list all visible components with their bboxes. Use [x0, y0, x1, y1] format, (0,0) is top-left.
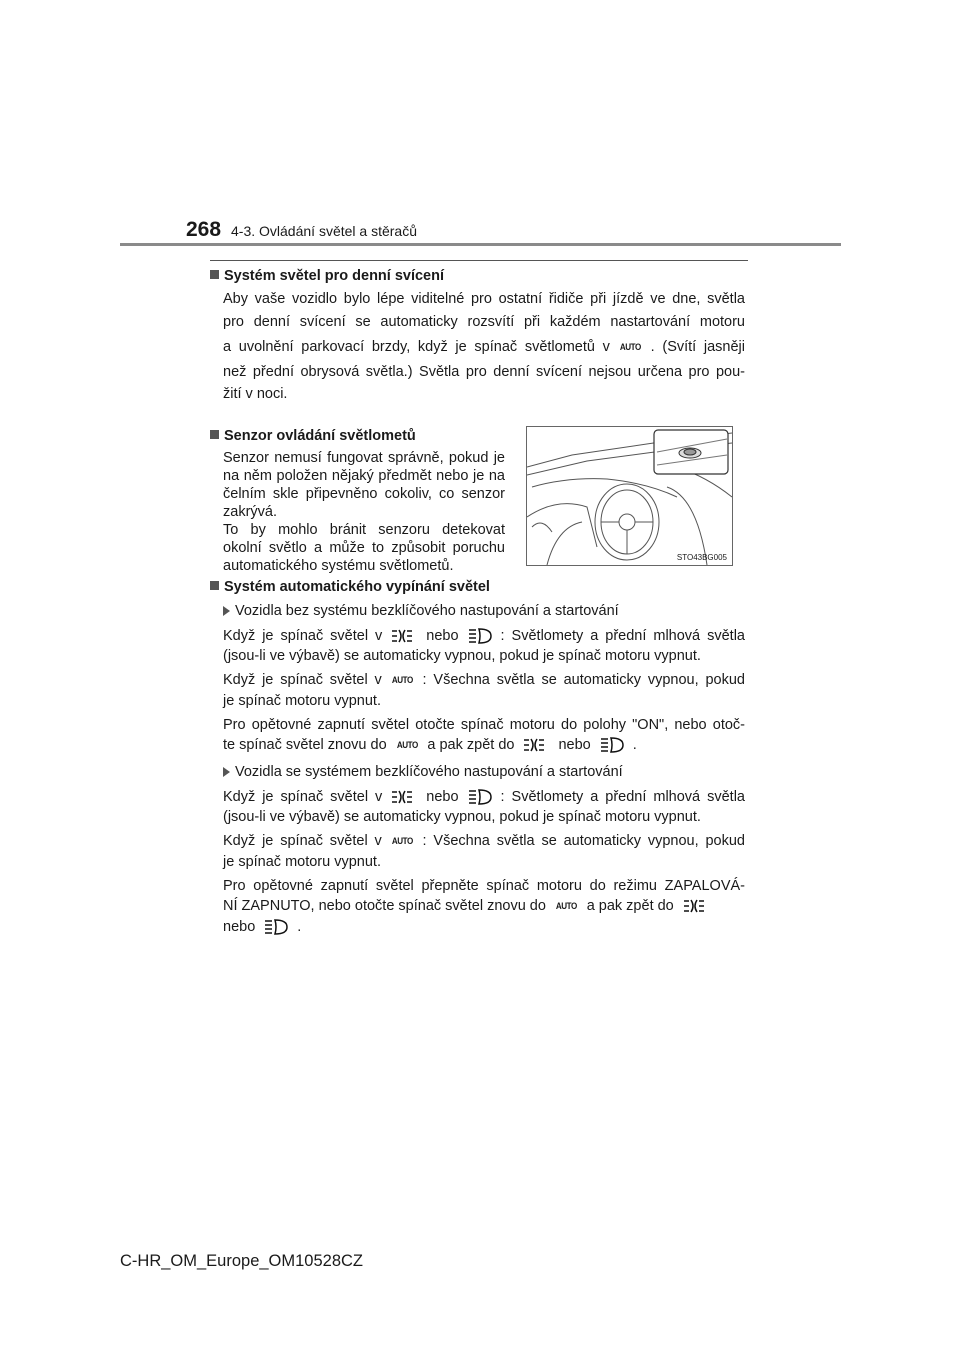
drl-paragraph: Aby vaše vozidlo bylo lépe viditelné pro ostatní řidiče při jízdě ve dne, světla pro denní svícení se automaticky rozsvítí při každém nastartování motoru a uvolnění parkovací brzdy, když je spínač světlometů v AUTO . (Svítí jasněji než přední obrysová světla.) Světla pro denní svícení nejsou určena pro pou- žití v noci.	[223, 291, 745, 402]
parking-lights-icon	[522, 736, 550, 754]
paragraph: Když je spínač světel v AUTO : Všechna světla se automaticky vypnou, pokud je spínač motoru vypnut.	[223, 672, 745, 709]
subsection-title: Vozidla bez systému bezklíčového nastupování a startování	[223, 601, 745, 621]
headlight-icon	[467, 627, 493, 645]
auto-off-heading: Systém automatického vypínání světel	[210, 577, 745, 597]
auto-icon: AUTO	[396, 740, 418, 751]
square-bullet-icon	[210, 430, 219, 439]
auto-icon: AUTO	[619, 342, 641, 353]
auto-icon: AUTO	[391, 836, 413, 847]
headlight-icon	[599, 736, 625, 754]
auto-icon: AUTO	[555, 901, 577, 912]
subsection-title: Vozidla se systémem bezklíčového nastupování a startování	[223, 762, 745, 782]
figure-code: STO43BG005	[676, 553, 727, 562]
headlight-icon	[467, 788, 493, 806]
paragraph: Pro opětovné zapnutí světel otočte spínač motoru do polohy "ON", nebo otoč- te spínač světel znovu do AUTO a pak zpět do nebo .	[223, 715, 745, 756]
drl-heading: Systém světel pro denní svícení	[210, 266, 745, 286]
content-divider	[210, 260, 748, 261]
sensor-heading: Senzor ovládání světlometů	[210, 426, 745, 446]
square-bullet-icon	[210, 581, 219, 590]
dashboard-illustration	[527, 427, 732, 565]
triangle-bullet-icon	[223, 606, 230, 616]
triangle-bullet-icon	[223, 767, 230, 777]
sensor-figure	[526, 426, 733, 566]
subsection-without-keyless	[210, 601, 745, 756]
paragraph: Pro opětovné zapnutí světel přepněte spínač motoru do režimu ZAPALOVÁ- NÍ ZAPNUTO, nebo otočte spínač světel znovu do AUTO a pak zpět do nebo .	[223, 878, 745, 935]
page-number: 268	[186, 218, 222, 241]
headlight-icon	[263, 918, 289, 936]
square-bullet-icon	[210, 270, 219, 279]
auto-off-section	[210, 577, 745, 937]
section-title: 4-3. Ovládání světel a stěračů	[231, 223, 417, 239]
paragraph: Když je spínač světel v AUTO : Všechna světla se automaticky vypnou, pokud je spínač motoru vypnut.	[223, 833, 745, 870]
auto-icon: AUTO	[391, 675, 413, 686]
document-id: C-HR_OM_Europe_OM10528CZ	[120, 1252, 364, 1270]
sensor-text: Senzor nemusí fungovat správně, pokud je na něm položen nějaký předmět nebo je na čelním skle připevněno cokoliv, co senzor zakrývá. To by mohlo bránit senzoru detekovat okolní světlo a může to způsobit poruchu automatického systému světlometů.	[223, 450, 505, 574]
paragraph: Když je spínač světel v nebo : Světlomety a přední mlhová světla (jsou-li ve výbavě) se automaticky vypnou, pokud je spínač motoru vypnut.	[223, 628, 745, 664]
parking-lights-icon	[390, 788, 418, 806]
paragraph: Když je spínač světel v nebo : Světlomety a přední mlhová světla (jsou-li ve výbavě) se automaticky vypnou, pokud je spínač motoru vypnut.	[223, 789, 745, 825]
header-divider	[120, 243, 841, 246]
parking-lights-icon	[682, 897, 710, 915]
drl-section	[210, 266, 745, 404]
subsection-with-keyless	[210, 762, 745, 937]
parking-lights-icon	[390, 627, 418, 645]
